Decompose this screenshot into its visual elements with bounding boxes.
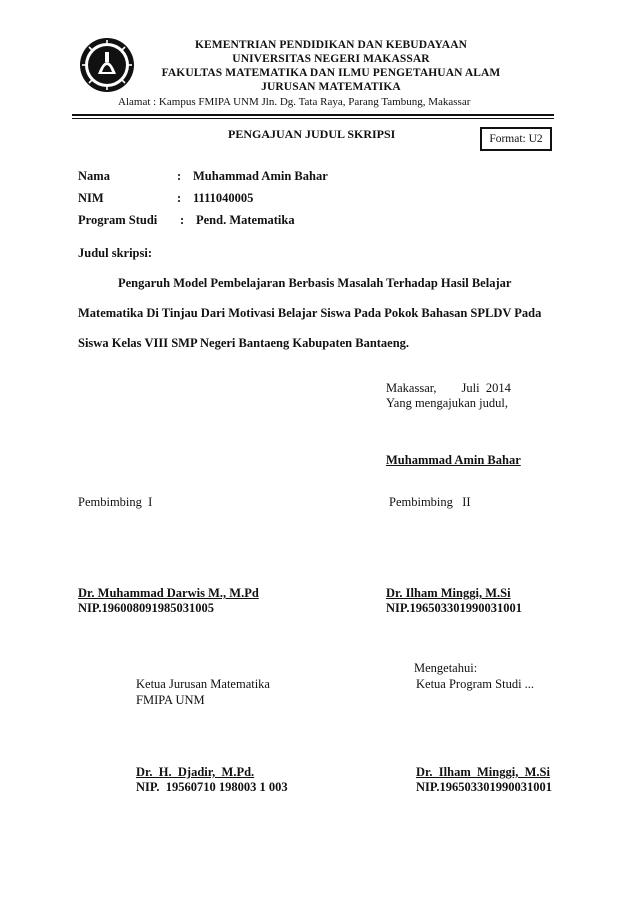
letterhead-address: Alamat : Kampus FMIPA UNM Jln. Dg. Tata Raya, Parang Tambung, Makassar xyxy=(118,96,471,108)
department-head-faculty: FMIPA UNM xyxy=(136,693,205,707)
university-logo-icon xyxy=(78,36,136,94)
ministry-name: KEMENTRIAN PENDIDIKAN DAN KEBUDAYAAN xyxy=(194,39,468,51)
university-name: UNIVERSITAS NEGERI MAKASSAR xyxy=(232,53,430,65)
supervisor-1-nip: NIP.196008091985031005 xyxy=(78,601,215,615)
thesis-title-line-2: Matematika Di Tinjau Dari Motivasi Belajar Siswa Pada Pokok Bahasan SPLDV Pada xyxy=(78,306,542,320)
program-head-title: Ketua Program Studi ... xyxy=(416,677,535,691)
program-value: Pend. Matematika xyxy=(196,213,295,227)
thesis-title-label: Judul skripsi: xyxy=(78,246,152,260)
nim-value: 1111040005 xyxy=(193,191,254,205)
department-head-title: Ketua Jurusan Matematika xyxy=(136,677,270,691)
letterhead-rule-thin xyxy=(72,118,554,119)
place-date: Makassar, Juli 2014 xyxy=(386,381,511,395)
name-value: Muhammad Amin Bahar xyxy=(193,169,328,183)
department-head-name: Dr. H. Djadir, M.Pd. xyxy=(136,765,255,779)
department-head-nip: NIP. 19560710 198003 1 003 xyxy=(136,780,288,794)
applicant-name: Muhammad Amin Bahar xyxy=(386,453,521,467)
program-separator: : xyxy=(180,213,185,227)
program-label: Program Studi xyxy=(78,213,158,227)
program-head-name: Dr. Ilham Minggi, M.Si xyxy=(416,765,550,779)
acknowledged-label: Mengetahui: xyxy=(414,661,478,675)
format-badge: Format: U2 xyxy=(480,127,552,151)
supervisor-2-nip: NIP.196503301990031001 xyxy=(386,601,523,615)
program-head-nip: NIP.196503301990031001 xyxy=(416,780,553,794)
name-label: Nama xyxy=(78,169,110,183)
supervisor-1-name: Dr. Muhammad Darwis M., M.Pd xyxy=(78,586,259,600)
letterhead-rule-thick xyxy=(72,114,554,116)
nim-label: NIM xyxy=(78,191,104,205)
name-separator: : xyxy=(177,169,182,183)
page-title: PENGAJUAN JUDUL SKRIPSI xyxy=(228,127,396,141)
thesis-title-line-1: Pengaruh Model Pembelajaran Berbasis Masalah Terhadap Hasil Belajar xyxy=(118,276,512,290)
supervisor-2-label: Pembimbing II xyxy=(389,495,471,509)
applicant-role: Yang mengajukan judul, xyxy=(386,396,508,410)
supervisor-1-label: Pembimbing I xyxy=(78,495,153,509)
department-name: JURUSAN MATEMATIKA xyxy=(261,81,401,93)
nim-separator: : xyxy=(177,191,182,205)
thesis-title-line-3: Siswa Kelas VIII SMP Negeri Bantaeng Kabupaten Bantaeng. xyxy=(78,336,410,350)
faculty-name: FAKULTAS MATEMATIKA DAN ILMU PENGETAHUAN ALAM xyxy=(161,67,501,79)
supervisor-2-name: Dr. Ilham Minggi, M.Si xyxy=(386,586,511,600)
